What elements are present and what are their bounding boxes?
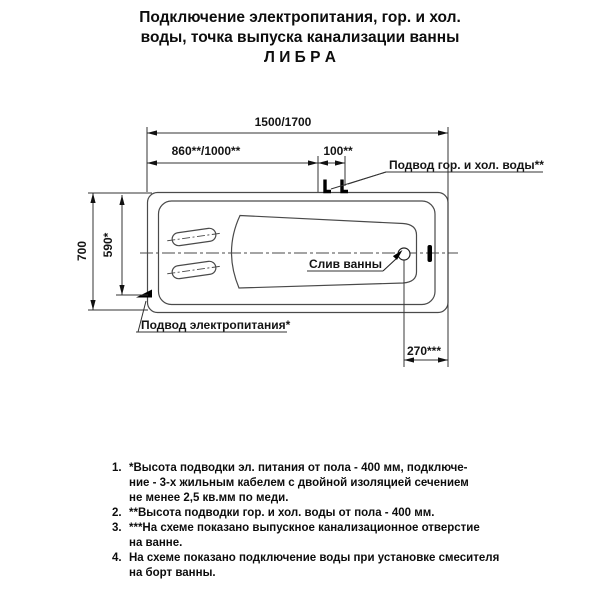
tub-handle-top — [166, 227, 221, 247]
notes-list — [112, 461, 587, 581]
note-3-number: 3. — [112, 522, 122, 534]
dim-drain-offset: 270*** — [406, 344, 442, 358]
note-1 — [112, 461, 587, 506]
power-supply-mark — [136, 290, 152, 298]
note-4-number: 4. — [112, 552, 122, 564]
dim-width-inner: 590* — [101, 232, 115, 258]
dim-water-offset: 860**/1000** — [171, 144, 241, 158]
note-2 — [112, 506, 587, 521]
note-4-line-2: на борт ванны. — [129, 567, 216, 579]
note-2-number: 2. — [112, 507, 122, 519]
overflow-slot — [428, 245, 433, 262]
note-4-line-1: На схеме показано подключение воды при установке смесителя — [129, 552, 500, 564]
title-line-2: воды, точка выпуска канализации ванны — [140, 29, 460, 46]
note-1-number: 1. — [112, 462, 122, 474]
title-line-3: Л И Б Р А — [264, 49, 336, 66]
note-3 — [112, 521, 587, 551]
note-3-line-2: на ванне. — [129, 537, 183, 549]
dim-total-length: 1500/1700 — [254, 115, 312, 129]
title-line-1: Подключение электропитания, гор. и хол. — [139, 9, 461, 26]
note-4 — [112, 551, 587, 581]
label-water-supply: Подвод гор. и хол. воды** — [389, 158, 544, 172]
tub-handle-bottom — [166, 260, 221, 280]
note-1-line-3: не менее 2,5 кв.мм по меди. — [129, 492, 289, 504]
note-1-line-1: *Высота подводки эл. питания от пола - 400 мм, подключе- — [129, 462, 468, 474]
label-drain: Слив ванны — [309, 257, 383, 271]
dim-width-total: 700 — [75, 240, 89, 262]
label-power-supply: Подвод электропитания* — [141, 318, 291, 332]
note-1-line-2: ние - 3-х жильным кабелем с двойной изоляцией сечением — [129, 477, 469, 489]
note-3-line-1: ***На схеме показано выпускное канализационное отверстие — [129, 522, 480, 534]
dim-water-gap: 100** — [323, 144, 353, 158]
tub-basin — [231, 216, 416, 289]
note-2-line-1: **Высота подводки гор. и хол. воды от пола - 400 мм. — [129, 507, 435, 519]
